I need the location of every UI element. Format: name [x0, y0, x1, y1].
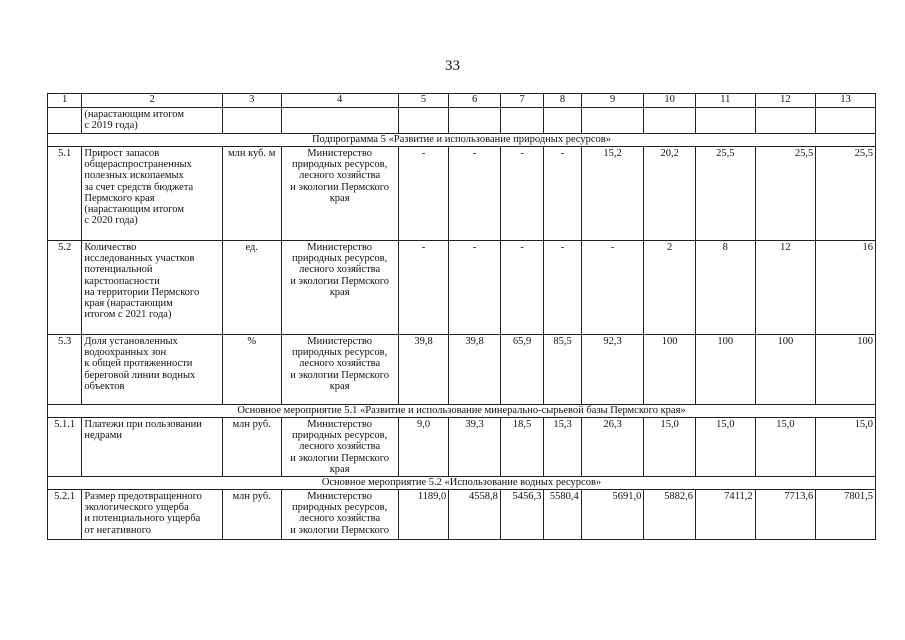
indicator-name: Прирост запасов общераспространенных полезных ископаемых за счет средств бюджета Пермского края (нарастающим итогом с 2020 года)	[82, 147, 223, 241]
value-cell: 39,8	[449, 335, 501, 405]
row-number: 5.1.1	[48, 418, 82, 477]
indicator-name: Платежи при пользовании недрами	[82, 418, 223, 477]
section-row	[48, 477, 876, 490]
value-cell: 4558,8	[449, 490, 501, 540]
section-title: Основное мероприятие 5.1 «Развитие и использование минерально-сырьевой базы Пермского края»	[48, 405, 876, 418]
value-cell: 25,5	[695, 147, 755, 241]
value-cell: 100	[644, 335, 696, 405]
value-cell: -	[500, 241, 543, 335]
responsible-cell: Министерство природных ресурсов, лесного хозяйства и экологии Пермского края	[281, 241, 398, 335]
value-cell: 5882,6	[644, 490, 696, 540]
section-row	[48, 134, 876, 147]
section-row	[48, 405, 876, 418]
column-number: 13	[816, 94, 876, 108]
row-number: 5.2	[48, 241, 82, 335]
column-number: 4	[281, 94, 398, 108]
column-number: 3	[222, 94, 281, 108]
unit-cell: млн руб.	[222, 418, 281, 477]
table-row	[48, 335, 876, 405]
value-cell: 100	[816, 335, 876, 405]
value-cell: -	[449, 241, 501, 335]
value-cell: -	[544, 241, 581, 335]
section-title: Подпрограмма 5 «Развитие и использование природных ресурсов»	[48, 134, 876, 147]
value-cell: 5456,3	[500, 490, 543, 540]
value-cell: 25,5	[755, 147, 816, 241]
table-row	[48, 108, 876, 134]
responsible-cell: Министерство природных ресурсов, лесного хозяйства и экологии Пермского края	[281, 335, 398, 405]
indicator-name: Доля установленных водоохранных зон к общей протяженности береговой линии водных объектов	[82, 335, 223, 405]
row-number: 5.1	[48, 147, 82, 241]
value-cell: 20,2	[644, 147, 696, 241]
value-cell: 7411,2	[695, 490, 755, 540]
value-cell: -	[398, 241, 449, 335]
column-number: 7	[500, 94, 543, 108]
value-cell: 25,5	[816, 147, 876, 241]
value-cell: 92,3	[581, 335, 644, 405]
table-row	[48, 490, 876, 540]
value-cell: 9,0	[398, 418, 449, 477]
value-cell: -	[398, 147, 449, 241]
value-cell: 8	[695, 241, 755, 335]
value-cell: 15,0	[816, 418, 876, 477]
indicator-name: (нарастающим итогом с 2019 года)	[82, 108, 223, 134]
value-cell: 1189,0	[398, 490, 449, 540]
page-number: 33	[445, 58, 460, 74]
table-row	[48, 418, 876, 477]
unit-cell: %	[222, 335, 281, 405]
unit-cell: ед.	[222, 241, 281, 335]
row-number: 5.2.1	[48, 490, 82, 540]
section-title: Основное мероприятие 5.2 «Использование водных ресурсов»	[48, 477, 876, 490]
responsible-cell: Министерство природных ресурсов, лесного хозяйства и экологии Пермского	[281, 490, 398, 540]
responsible-cell: Министерство природных ресурсов, лесного хозяйства и экологии Пермского края	[281, 147, 398, 241]
value-cell: 5580,4	[544, 490, 581, 540]
column-number: 10	[644, 94, 696, 108]
value-cell: 15,3	[544, 418, 581, 477]
column-number: 9	[581, 94, 644, 108]
value-cell: 39,8	[398, 335, 449, 405]
column-number: 6	[449, 94, 501, 108]
indicator-name: Размер предотвращенного экологического ущерба и потенциального ущерба от негативного	[82, 490, 223, 540]
unit-cell: млн руб.	[222, 490, 281, 540]
value-cell: 15,0	[644, 418, 696, 477]
value-cell: 16	[816, 241, 876, 335]
value-cell: 15,0	[695, 418, 755, 477]
unit-cell: млн куб. м	[222, 147, 281, 241]
value-cell: -	[449, 147, 501, 241]
value-cell: 7801,5	[816, 490, 876, 540]
value-cell: 26,3	[581, 418, 644, 477]
value-cell: 12	[755, 241, 816, 335]
row-number: 5.3	[48, 335, 82, 405]
value-cell: 100	[755, 335, 816, 405]
table-row	[48, 147, 876, 241]
column-number-header	[48, 94, 876, 108]
value-cell: 18,5	[500, 418, 543, 477]
value-cell: 2	[644, 241, 696, 335]
value-cell: 5691,0	[581, 490, 644, 540]
indicator-name: Количество исследованных участков потенциальной карстоопасности на территории Пермского края (нарастающим итогом с 2021 года)	[82, 241, 223, 335]
value-cell: -	[500, 147, 543, 241]
column-number: 11	[695, 94, 755, 108]
value-cell: 39,3	[449, 418, 501, 477]
indicators-table	[47, 93, 876, 540]
column-number: 5	[398, 94, 449, 108]
column-number: 2	[82, 94, 223, 108]
value-cell: 15,0	[755, 418, 816, 477]
column-number: 12	[755, 94, 816, 108]
value-cell: 65,9	[500, 335, 543, 405]
value-cell: 7713,6	[755, 490, 816, 540]
value-cell: -	[581, 241, 644, 335]
column-number: 8	[544, 94, 581, 108]
value-cell: 85,5	[544, 335, 581, 405]
column-number: 1	[48, 94, 82, 108]
table-row	[48, 241, 876, 335]
responsible-cell: Министерство природных ресурсов, лесного хозяйства и экологии Пермского края	[281, 418, 398, 477]
value-cell: -	[544, 147, 581, 241]
value-cell: 15,2	[581, 147, 644, 241]
value-cell: 100	[695, 335, 755, 405]
